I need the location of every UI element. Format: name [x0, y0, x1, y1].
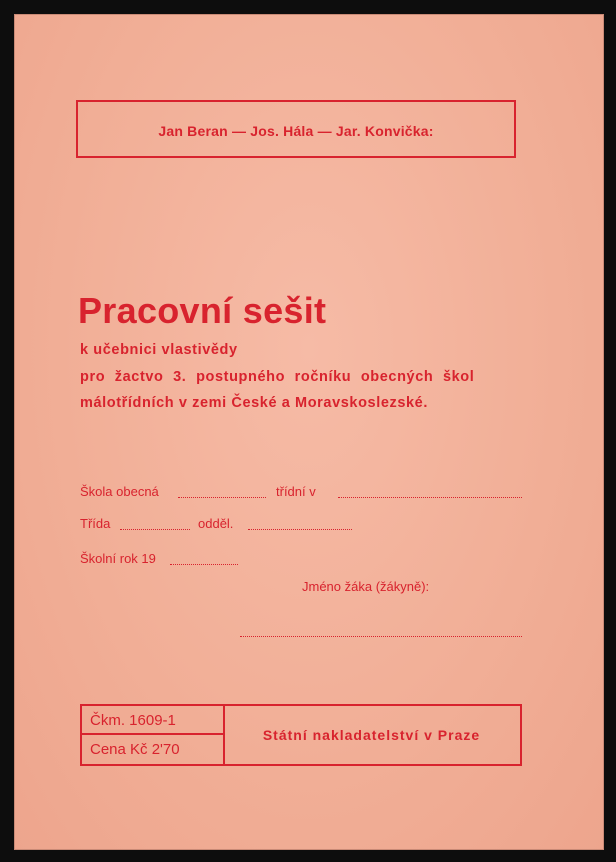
pupil-name-label: Jméno žáka (žákyně):	[302, 579, 430, 594]
class-label: Třída	[80, 516, 111, 531]
class-fill-line[interactable]	[120, 529, 190, 530]
school-label: Škola obecná	[80, 484, 159, 499]
school-year-fill-line[interactable]	[170, 564, 238, 565]
school-fill-line[interactable]	[178, 497, 266, 498]
pupil-name-fill-line[interactable]	[240, 636, 522, 637]
class-in-fill-line[interactable]	[338, 497, 522, 498]
imprint-box	[80, 704, 522, 766]
workbook-cover	[14, 14, 604, 850]
catalog-number: Čkm. 1609-1	[82, 706, 223, 735]
authors-box	[76, 100, 516, 158]
subtitle-line-3: málotřídních v zemi České a Moravskoslezské.	[80, 395, 428, 411]
price: Cena Kč 2'70	[90, 741, 180, 758]
department-label: odděl.	[198, 516, 234, 531]
authors-line: Jan Beran — Jos. Hála — Jar. Konvička:	[158, 123, 434, 139]
department-fill-line[interactable]	[248, 529, 352, 530]
subtitle-line-2: pro žactvo 3. postupného ročníku obecných škol	[80, 369, 475, 385]
school-year-label: Školní rok 19	[80, 551, 156, 566]
subtitle-line-1: k učebnici vlastivědy	[80, 342, 238, 358]
cover-title: Pracovní sešit	[78, 290, 327, 331]
class-in-label: třídní v	[276, 484, 316, 499]
publisher: Státní nakladatelství v Praze	[262, 727, 481, 743]
imprint-left-cell	[82, 706, 225, 764]
